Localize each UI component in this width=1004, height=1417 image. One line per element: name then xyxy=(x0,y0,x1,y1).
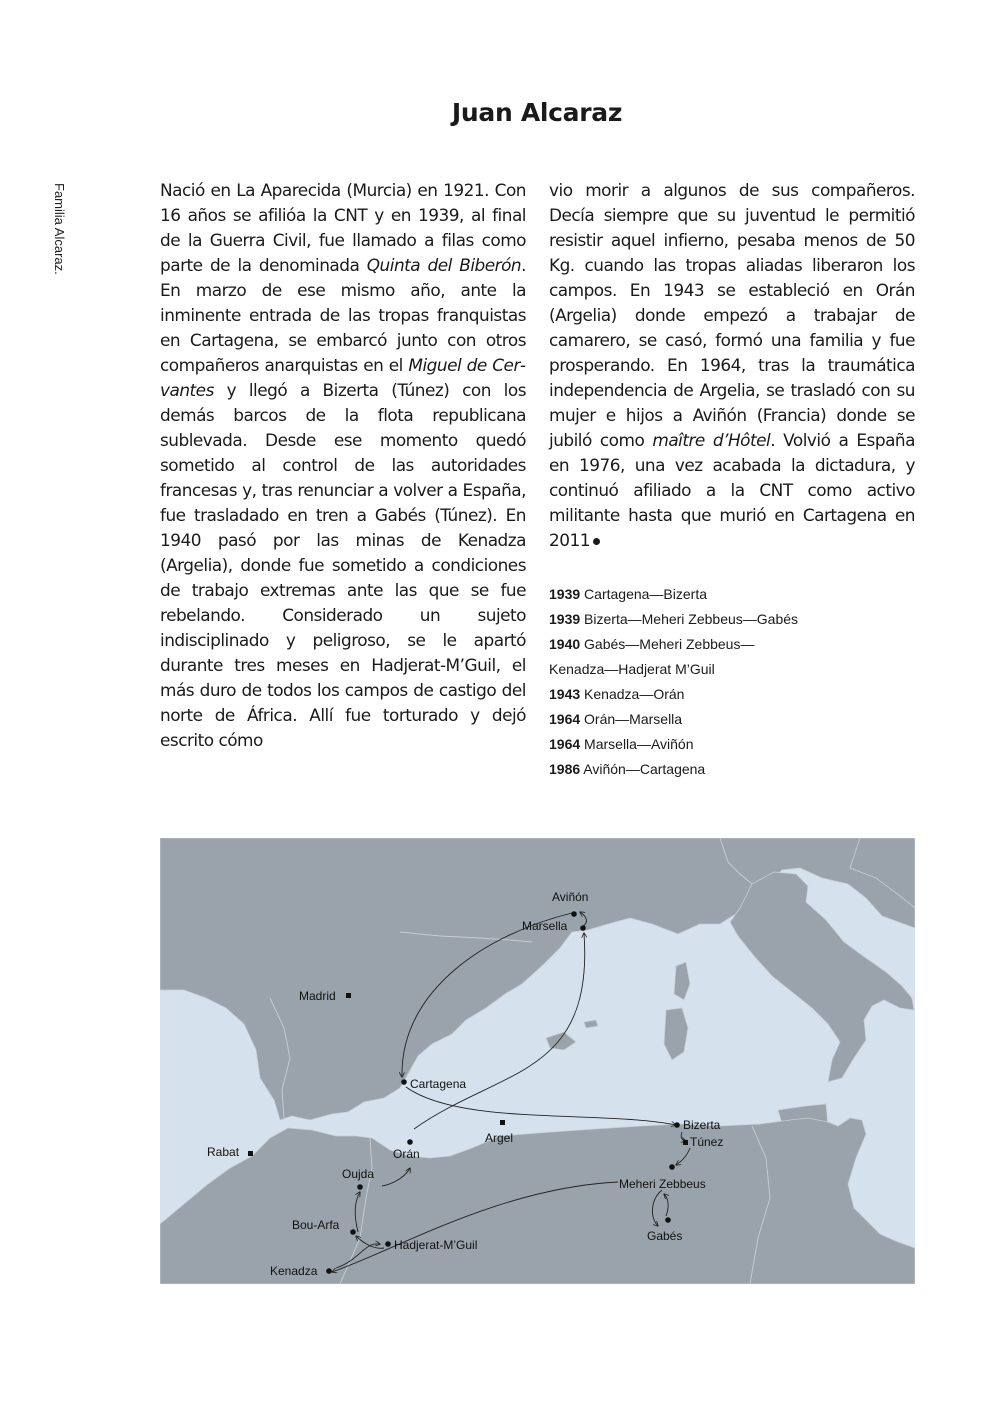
city-label-argel: Argel xyxy=(485,1131,514,1145)
city-label-oran: Orán xyxy=(393,1147,420,1161)
end-mark xyxy=(593,538,600,545)
city-label-marsella: Marsella xyxy=(522,919,568,933)
north-africa xyxy=(160,1118,915,1284)
rabat-marker xyxy=(248,1151,253,1156)
city-label-bizerta: Bizerta xyxy=(683,1118,721,1132)
bio-text: . Volvió a España en 1976, una vez acabada la dictadura, y continuó afiliado a la CNT como activo militante hasta que murió en Cartagena en 2011 xyxy=(549,430,915,550)
kenadza-marker xyxy=(326,1268,332,1274)
timeline-item: 1939 Bizerta—Meheri Zebbeus—Gabés xyxy=(549,611,799,627)
city-label-hadjerat: Hadjerat-M’Guil xyxy=(394,1238,478,1252)
meheri-marker xyxy=(669,1164,675,1170)
city-label-kenadza: Kenadza xyxy=(270,1264,318,1278)
bio-text: Nació en La Aparecida (Murcia) en 1921. Con 16 años se afilióa la CNT y en 1939, al final de la Guerra Civil, fue llamado a filas como parte de la denominada xyxy=(160,180,526,275)
photo-credit: Familia Alcaraz. xyxy=(52,183,67,275)
city-label-cartagena: Cartagena xyxy=(410,1077,467,1091)
bio-text: y llegó a Bizerta (Túnez) con los demás barcos de la flota republicana sublevada. Desde ese momento quedó sometido al control de las autoridades francesas y, tras renunciar a volver a España, fue trasladado en tren a Gabés (Túnez). En 1940 pasó por las minas de Kenadza (Argelia), donde fue sometido a condiciones de trabajo extremas ante las que se fue rebelando. Considerado un sujeto indisciplinado y peligroso, se le apartó durante tres meses en Hadjerat-M’Guil, el más duro de todos los campos de castigo del norte de África. Allí fue torturado y dejó escrito cómo xyxy=(160,380,526,750)
tunez-marker xyxy=(683,1140,688,1145)
bio-text: . En marzo de ese mismo año, ante la inminente entrada de las tropas franquistas en Cartagena, se embarcó junto con otros compañeros anarquistas en el xyxy=(160,255,526,375)
timeline-item: 1964 Marsella—Aviñón xyxy=(549,736,694,752)
timeline-item: 1943 Kenadza—Orán xyxy=(549,686,685,702)
timeline-item: 1940 Gabés—Meheri Zebbeus— xyxy=(549,636,755,652)
biography-right-column xyxy=(549,178,915,553)
madrid-marker xyxy=(346,993,351,998)
gabes-marker xyxy=(665,1217,671,1223)
timeline-item: 1964 Orán—Marsella xyxy=(549,711,683,727)
timeline-item: Kenadza—Hadjerat M’Guil xyxy=(549,661,715,677)
city-label-madrid: Madrid xyxy=(299,989,336,1003)
city-label-rabat: Rabat xyxy=(207,1145,240,1159)
city-label-avinon: Aviñón xyxy=(552,890,589,904)
bio-text: vio morir a algunos de sus compañeros. Decía siempre que su juventud le permitió resistir aquel infierno, pesaba menos de 50 Kg. cuando las tropas aliadas liberaron los campos. En 1943 se estableció en Orán (Argelia) donde empezó a trabajar de camarero, se casó, formó una familia y fue prosperando. En 1964, tras la traumática independencia de Argelia, se trasladó con su mujer e hijos a Aviñón (Francia) donde se jubiló como xyxy=(549,180,915,450)
argel-marker xyxy=(500,1120,505,1125)
cartagena-marker xyxy=(401,1079,407,1085)
city-label-bouarfa: Bou-Arfa xyxy=(292,1218,340,1232)
city-label-gabes: Gabés xyxy=(647,1229,683,1243)
bouarfa-marker xyxy=(350,1229,356,1235)
italic-title: maître d’Hôtel xyxy=(652,430,771,450)
city-label-meheri: Meheri Zebbeus xyxy=(619,1177,706,1191)
timeline-item: 1986 Aviñón—Cartagena xyxy=(549,761,706,777)
avinon-marker xyxy=(571,911,577,917)
timeline-item: 1939 Cartagena—Bizerta xyxy=(549,586,707,602)
city-label-oujda: Oujda xyxy=(342,1167,375,1181)
city-label-tunez: Túnez xyxy=(690,1135,724,1149)
marsella-marker xyxy=(580,925,586,931)
biography-left-column xyxy=(160,178,526,753)
italic-title: Miguel de Cervantes xyxy=(160,355,526,400)
page-title: Juan Alcaraz xyxy=(451,98,623,127)
italic-title: Quinta del Biberón xyxy=(366,255,522,275)
oujda-marker xyxy=(357,1184,363,1190)
route-map xyxy=(160,838,915,1284)
route-timeline xyxy=(549,582,798,782)
oran-marker xyxy=(407,1139,413,1145)
hadjerat-marker xyxy=(385,1241,391,1247)
bizerta-marker xyxy=(674,1122,680,1128)
